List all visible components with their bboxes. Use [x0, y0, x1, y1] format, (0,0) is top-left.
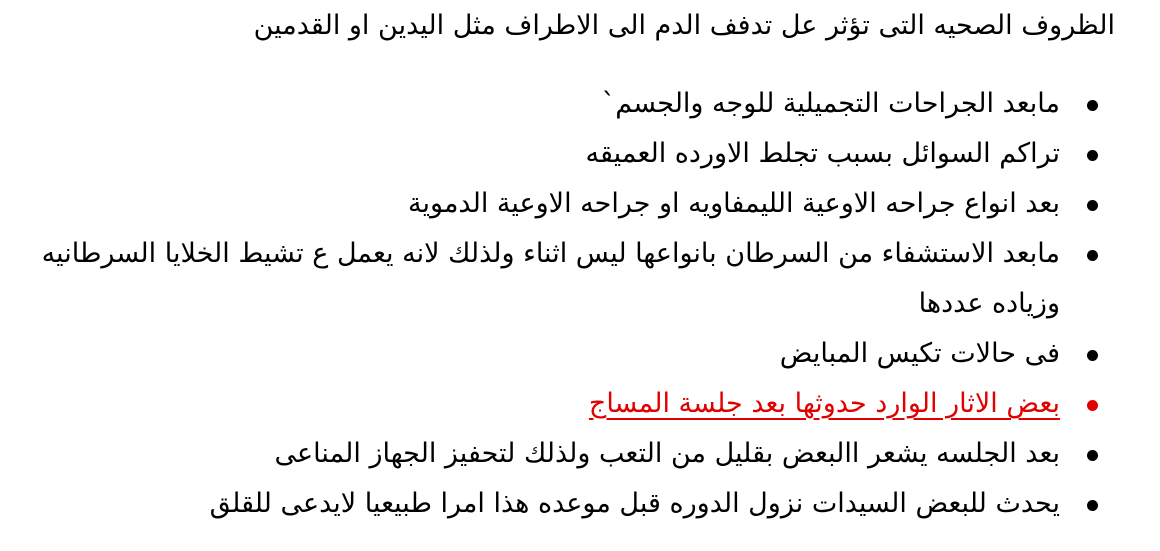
- list-item: [40, 129, 1100, 179]
- list-item: [40, 79, 1100, 129]
- list-item: [40, 479, 1100, 529]
- list-item: [40, 429, 1100, 479]
- list-item-text: فى حالات تكيس المبايض: [779, 338, 1060, 369]
- list-item: [40, 329, 1100, 379]
- list-item-text: بعد انواع جراحه الاوعية الليمفاويه او جراحه الاوعية الدموية: [408, 188, 1060, 219]
- bullet-icon: [1087, 500, 1098, 511]
- bullet-icon: [1087, 250, 1098, 261]
- list-item: [40, 179, 1100, 229]
- list-item-text: تراكم السوائل بسبب تجلط الاورده العميقه: [585, 138, 1060, 169]
- bullet-icon: [1087, 100, 1098, 111]
- bullet-icon: [1087, 350, 1098, 361]
- document-heading: الظروف الصحيه التى تؤثر عل تدفف الدم الى الاطراف مثل اليدين او القدمين: [253, 10, 1115, 41]
- list-item: [40, 229, 1100, 329]
- list-item-text: مابعد الاستشفاء من السرطان بانواعها ليس اثناء ولذلك لانه يعمل ع تشيط الخلايا السرطانيه وزياده عددها: [41, 238, 1060, 319]
- list-item-text: يحدث للبعض السيدات نزول الدوره قبل موعده هذا امرا طبيعيا لايدعى للقلق: [209, 488, 1060, 519]
- list-item-text: مابعد الجراحات التجميلية للوجه والجسم`: [601, 88, 1060, 119]
- bullet-icon: [1087, 200, 1098, 211]
- list-item-highlighted: [40, 379, 1100, 429]
- bullet-icon: [1087, 150, 1098, 161]
- bullet-list: [40, 79, 1100, 529]
- list-item-text: بعد الجلسه يشعر االبعض بقليل من التعب ولذلك لتحفيز الجهاز المناعى: [274, 438, 1060, 469]
- bullet-icon: [1087, 450, 1098, 461]
- bullet-icon: [1087, 400, 1098, 411]
- list-item-text: بعض الاثار الوارد حدوثها بعد جلسة المساج: [588, 388, 1060, 419]
